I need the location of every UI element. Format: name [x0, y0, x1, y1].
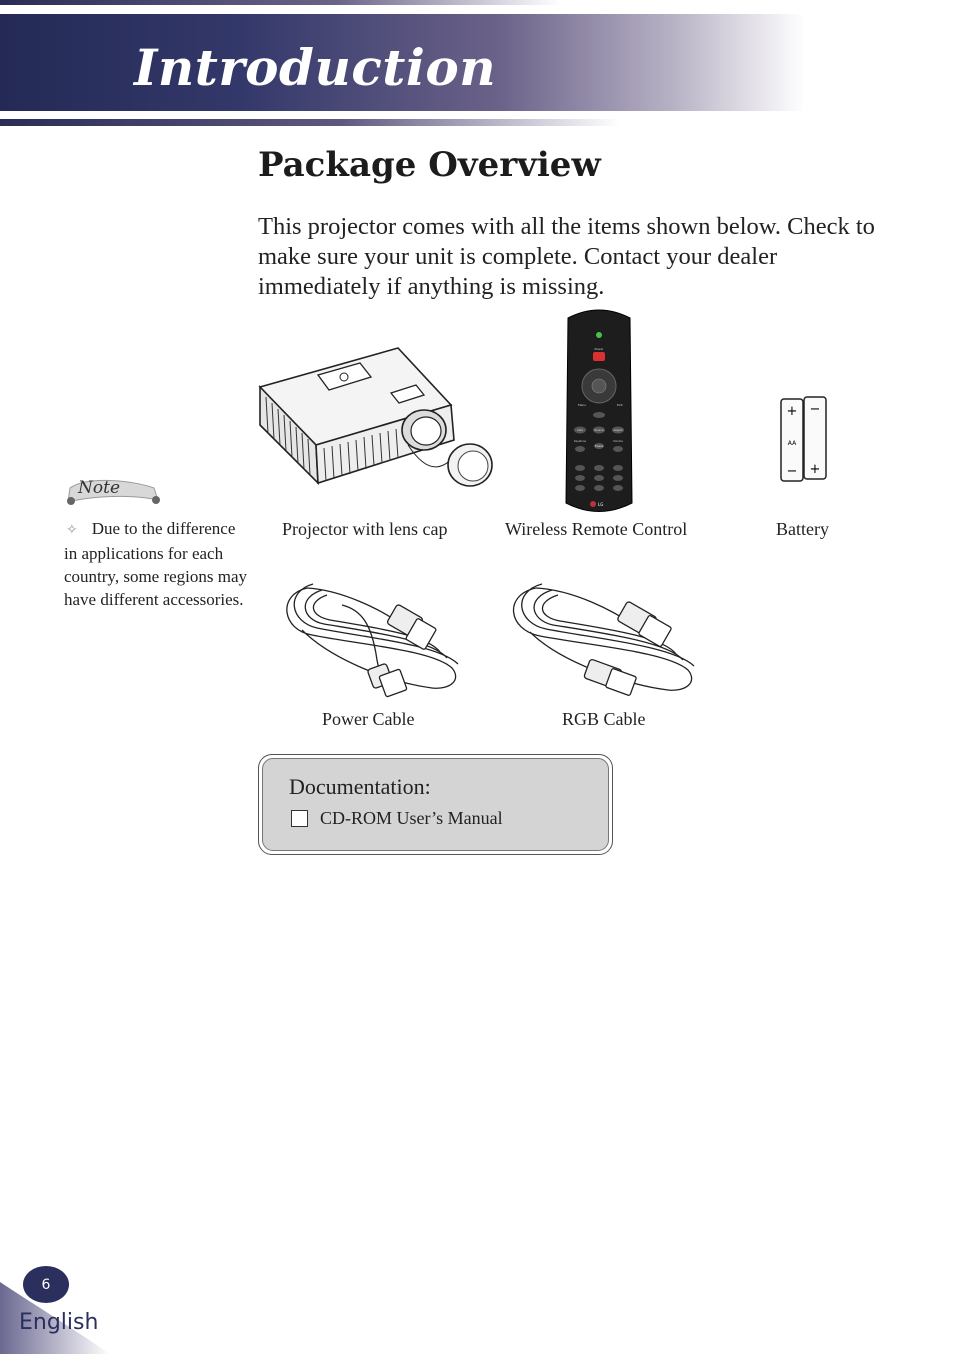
header-top-line — [0, 0, 560, 5]
battery-illustration — [778, 393, 834, 488]
power-cable-label: Power Cable — [322, 709, 415, 729]
note-bullet-icon: ✧ — [66, 523, 78, 538]
documentation-item-label: CD-ROM User’s Manual — [320, 808, 503, 828]
remote-volume-label: Volume — [613, 440, 623, 443]
projector-label: Projector with lens cap — [282, 519, 448, 539]
svg-text:+: + — [786, 404, 798, 419]
battery-aa-label: AA — [787, 440, 797, 447]
remote-control-illustration — [560, 308, 638, 516]
remote-freeze-label: Freeze — [594, 445, 604, 448]
header-bottom-line — [0, 119, 620, 126]
language-label: English — [19, 1310, 99, 1335]
page-number-badge: 6 — [23, 1266, 69, 1303]
note-text — [64, 517, 249, 611]
note-badge-label: Note — [78, 478, 121, 498]
rgb-cable-label: RGB Cable — [562, 709, 646, 729]
remote-auto-label: Auto — [576, 429, 584, 432]
note-badge-icon — [62, 470, 164, 510]
checkbox-icon[interactable] — [291, 810, 308, 827]
documentation-heading: Documentation: — [289, 774, 431, 799]
note-text-body: Due to the difference in applications for each country, some regions may have different accessories. — [64, 519, 248, 609]
section-title: Package Overview — [258, 145, 601, 185]
battery-label: Battery — [776, 519, 829, 539]
documentation-box-inner — [262, 758, 609, 851]
remote-aspect-label: Aspect — [613, 429, 623, 432]
remote-source-label: Source — [594, 429, 604, 432]
svg-text:−: − — [809, 402, 821, 417]
remote-label: Wireless Remote Control — [505, 519, 688, 539]
rgb-cable-illustration — [508, 580, 700, 705]
chapter-title: Introduction — [134, 38, 497, 97]
power-cable-illustration — [282, 580, 462, 705]
remote-keystone-label: Keystone — [574, 440, 586, 443]
remote-power-label: Power — [594, 347, 604, 351]
intro-paragraph: This projector comes with all the items shown below. Check to make sure your unit is complete. Contact your dealer immediately if anything is missing. — [258, 213, 875, 300]
documentation-box — [258, 754, 613, 855]
remote-exit-label: Exit — [617, 403, 623, 407]
remote-brand-label: LG — [598, 502, 604, 507]
projector-illustration — [256, 345, 496, 490]
svg-text:−: − — [786, 464, 798, 479]
remote-menu-label: Menu — [578, 403, 587, 407]
documentation-item — [291, 808, 503, 829]
svg-text:+: + — [809, 462, 821, 477]
